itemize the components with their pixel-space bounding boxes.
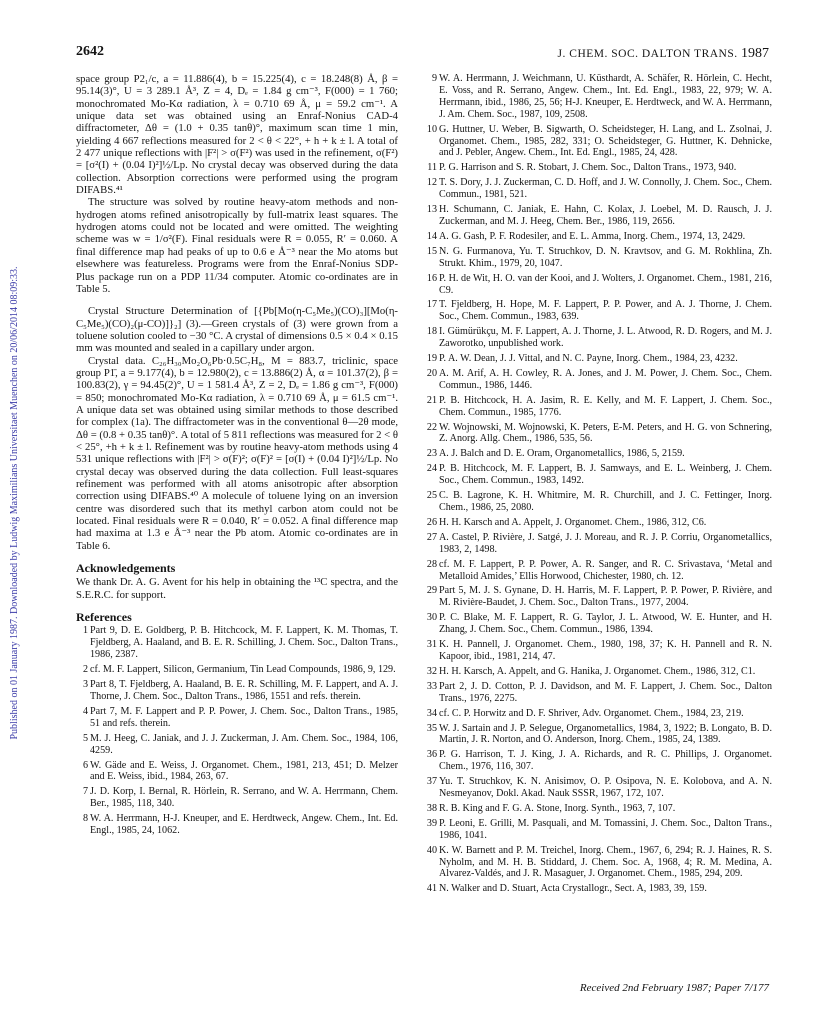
reference-item bbox=[424, 776, 772, 800]
reference-item bbox=[424, 273, 772, 297]
reference-item bbox=[424, 883, 772, 895]
reference-item bbox=[424, 368, 772, 392]
reference-text: A. Castel, P. Rivière, J. Satgé, J. J. Moreau, and R. J. P. Corriu, Organometallics, 1983, 2, 1498. bbox=[439, 531, 772, 555]
reference-item bbox=[424, 124, 772, 160]
references-heading: References bbox=[76, 610, 132, 625]
reference-number: 38 bbox=[426, 802, 437, 814]
reference-text: W. Gäde and E. Weiss, J. Organomet. Chem., 1981, 213, 451; D. Melzer and E. Weiss, ibid., 1984, 263, 67. bbox=[90, 759, 398, 783]
reference-text: W. A. Herrmann, H-J. Kneuper, and E. Herdtweck, Angew. Chem., Int. Ed. Engl., 1985, 24, 1062. bbox=[90, 813, 398, 837]
reference-text: Part 5, M. J. S. Gynane, D. H. Harris, M. F. Lappert, P. P. Power, P. Rivière, and M. Rivière-Baudet, J. Chem. Soc., Dalton Trans., 1977, 2004. bbox=[439, 585, 772, 609]
reference-text: T. Fjeldberg, H. Hope, M. F. Lappert, P. P. Power, and A. J. Thorne, J. Chem. Soc., Chem. Commun., 1983, 639. bbox=[439, 299, 772, 323]
reference-number: 37 bbox=[426, 776, 437, 788]
reference-number: 10 bbox=[426, 123, 437, 135]
reference-number: 15 bbox=[426, 245, 437, 257]
reference-number: 16 bbox=[426, 272, 437, 284]
reference-item bbox=[76, 679, 398, 703]
reference-text: H. H. Karsch and A. Appelt, J. Organomet. Chem., 1986, 312, C6. bbox=[439, 516, 707, 528]
references-list-right bbox=[424, 73, 772, 895]
reference-text: A. M. Arif, A. H. Cowley, R. A. Jones, and J. M. Power, J. Chem. Soc., Chem. Commun., 1986, 1446. bbox=[439, 367, 772, 391]
reference-text: R. B. King and F. G. A. Stone, Inorg. Synth., 1963, 7, 107. bbox=[439, 802, 676, 814]
reference-item bbox=[424, 490, 772, 514]
reference-number: 20 bbox=[426, 367, 437, 379]
reference-text: N. G. Furmanova, Yu. T. Struchkov, D. N. Kravtsov, and G. M. Rokhlina, Zh. Strukt. Khim., 1979, 20, 1047. bbox=[439, 245, 772, 269]
reference-number: 7 bbox=[82, 786, 88, 798]
reference-number: 12 bbox=[426, 177, 437, 189]
reference-item bbox=[76, 813, 398, 837]
reference-item bbox=[424, 723, 772, 747]
reference-text: H. Schumann, C. Janiak, E. Hahn, C. Kolax, J. Loebel, M. D. Rausch, J. J. Zuckerman, and M. J. Heeg, Chem. Ber., 1986, 119, 2656. bbox=[439, 204, 772, 227]
reference-text: N. Walker and D. Stuart, Acta Crystallogr., Sect. A, 1983, 39, 159. bbox=[439, 883, 707, 895]
left-column bbox=[76, 73, 398, 840]
reference-text: C. B. Lagrone, K. H. Whitmire, M. R. Churchill, and J. C. Fettinger, Inorg. Chem., 1986, 25, 2080. bbox=[439, 490, 772, 513]
reference-number: 34 bbox=[426, 707, 437, 719]
reference-item bbox=[424, 395, 772, 419]
reference-number: 9 bbox=[431, 73, 437, 84]
reference-number: 17 bbox=[426, 299, 437, 311]
reference-text: Part 2, J. D. Cotton, P. J. Davidson, and M. F. Lappert, J. Chem. Soc., Dalton Trans., 1976, 2275. bbox=[439, 680, 772, 704]
reference-text: J. D. Korp, I. Bernal, R. Hörlein, R. Serrano, and W. A. Herrmann, Chem. Ber., 1985, 118, 340. bbox=[90, 786, 398, 810]
reference-item bbox=[424, 749, 772, 773]
reference-number: 31 bbox=[426, 639, 437, 651]
reference-item bbox=[76, 760, 398, 784]
reference-item bbox=[424, 177, 772, 201]
reference-text: cf. C. P. Horwitz and D. F. Shriver, Adv. Organomet. Chem., 1984, 23, 219. bbox=[439, 707, 744, 719]
reference-text: cf. M. F. Lappert, P. P. Power, A. R. Sanger, and R. C. Srivastava, ‘Metal and Metalloid Amides,’ Ellis Horwood, Chichester, 1980, ch. 12. bbox=[439, 558, 772, 582]
reference-item bbox=[424, 612, 772, 636]
reference-text: Part 8, T. Fjeldberg, A. Haaland, B. E. R. Schilling, M. F. Lappert, and A. J. Thorne, J. Chem. Soc., Dalton Trans., 1986, 1551 and refs. therein. bbox=[90, 679, 398, 702]
reference-text: P. C. Blake, M. F. Lappert, R. G. Taylor, J. L. Atwood, W. E. Hunter, and H. Zhang, J. Chem. Soc., Chem. Commun., 1986, 1394. bbox=[439, 612, 772, 636]
reference-number: 4 bbox=[82, 705, 88, 717]
reference-item bbox=[424, 818, 772, 842]
references-list-left bbox=[76, 625, 398, 837]
acknowledgements-heading: Acknowledgements bbox=[76, 561, 176, 576]
reference-item bbox=[424, 708, 772, 720]
reference-number: 3 bbox=[82, 679, 88, 691]
reference-item bbox=[424, 246, 772, 270]
reference-number: 36 bbox=[426, 749, 437, 761]
reference-number: 1 bbox=[82, 625, 88, 637]
reference-text: W. A. Herrmann, J. Weichmann, U. Küsthardt, A. Schäfer, R. Hörlein, C. Hecht, E. Voss, and R. Serrano, Angew. Chem., Int. Ed. Engl., 1983, 22, 979; W. A. Herrmann, ibid., 1986, 25, 56; H-J. Kneuper, E. Herdtweck, and W. A. Herrmann, J. Am. Chem. Soc., 1987, 109, 2508. bbox=[439, 73, 772, 120]
reference-item bbox=[424, 299, 772, 323]
right-column bbox=[424, 73, 772, 898]
reference-item bbox=[424, 231, 772, 243]
reference-item bbox=[424, 532, 772, 556]
reference-item bbox=[424, 422, 772, 446]
reference-item bbox=[424, 681, 772, 705]
reference-text: P. Leoni, E. Grilli, M. Pasquali, and M. Tomassini, J. Chem. Soc., Dalton Trans., 1986, 1041. bbox=[439, 817, 772, 841]
reference-text: I. Gümürükçu, M. F. Lappert, A. J. Thorne, J. L. Atwood, R. D. Rogers, and M. J. Zaworotko, unpublished work. bbox=[439, 326, 772, 350]
reference-number: 8 bbox=[82, 813, 88, 825]
reference-number: 23 bbox=[426, 448, 437, 460]
reference-item bbox=[76, 786, 398, 810]
reference-item bbox=[424, 448, 772, 460]
reference-text: P. B. Hitchcock, H. A. Jasim, R. E. Kelly, and M. F. Lappert, J. Chem. Soc., Chem. Commun., 1985, 1776. bbox=[439, 394, 772, 418]
structure-solution-paragraph: The structure was solved by routine heavy-atom methods and non-hydrogen atoms refined anisotropically by full-matrix least squares. The hydrogen atoms could not be located and were omitted. The weighting scheme was w = 1/σ²(F). Final residuals were R = 0.055, R′ = 0.060. A final difference map had peaks of up to 0.6 e Å⁻³ near the Mo atoms but elsewhere was featureless. Programs were from the Enraf-Nonius SDP-Plus package run on a PDP 11/34 computer. Atomic co-ordinates are in Table 5. bbox=[76, 196, 398, 295]
reference-item bbox=[424, 73, 772, 121]
reference-number: 13 bbox=[426, 204, 437, 216]
reference-text: P. H. de Wit, H. O. van der Kooi, and J. Wolters, J. Organomet. Chem., 1981, 216, C9. bbox=[439, 272, 772, 296]
reference-number: 6 bbox=[82, 759, 88, 771]
journal-year: 1987 bbox=[741, 46, 769, 61]
reference-number: 11 bbox=[427, 162, 437, 174]
reference-number: 21 bbox=[426, 394, 437, 406]
reference-text: P. A. W. Dean, J. J. Vittal, and N. C. Payne, Inorg. Chem., 1984, 23, 4232. bbox=[439, 353, 738, 365]
reference-number: 27 bbox=[426, 531, 437, 543]
reference-item bbox=[76, 664, 398, 676]
reference-text: cf. M. F. Lappert, Silicon, Germanium, Tin Lead Compounds, 1986, 9, 129. bbox=[90, 664, 396, 676]
reference-text: W. J. Sartain and J. P. Selegue, Organometallics, 1984, 3, 1922; B. Longato, B. D. Martin, J. R. Norton, and O. Anderson, Inorg. Chem., 1985, 24, 1389. bbox=[439, 722, 772, 746]
received-date: Received 2nd February 1987; Paper 7/177 bbox=[579, 982, 769, 994]
reference-number: 22 bbox=[426, 421, 437, 433]
reference-number: 29 bbox=[426, 585, 437, 597]
reference-number: 28 bbox=[426, 558, 437, 570]
reference-text: A. J. Balch and D. E. Oram, Organometallics, 1986, 5, 2159. bbox=[439, 448, 685, 460]
reference-item bbox=[424, 845, 772, 881]
reference-item bbox=[424, 559, 772, 583]
reference-item bbox=[424, 639, 772, 663]
reference-number: 39 bbox=[426, 817, 437, 829]
reference-number: 18 bbox=[426, 326, 437, 338]
reference-text: K. W. Barnett and P. M. Treichel, Inorg. Chem., 1967, 6, 294; R. J. Haines, R. S. Nyholm, and M. H. B. Stiddard, J. Chem. Soc. A, 1968, 4; R. M. Medina, A. Alvarez-Valdés, and J. R. Masaguer, J. Organomet. Chem., 1985, 294, 209. bbox=[439, 844, 772, 880]
reference-text: W. Wojnowski, M. Wojnowski, K. Peters, E-M. Peters, and H. G. von Schnering, Z. Anorg. Allg. Chem., 1986, 535, 56. bbox=[439, 421, 772, 445]
reference-text: G. Huttner, U. Weber, B. Sigwarth, O. Scheidsteger, H. Lang, and L. Zsolnai, J. Organomet. Chem., 1985, 282, 331; O. Scheidsteger, G. Huttner, K. Dehnicke, and J. Pebler, Angew. Chem., Int. Ed. Engl., 1985, 24, 428. bbox=[439, 123, 772, 159]
reference-number: 25 bbox=[426, 490, 437, 502]
reference-text: A. G. Gash, P. F. Rodesiler, and E. L. Amma, Inorg. Chem., 1974, 13, 2429. bbox=[439, 230, 746, 242]
reference-number: 2 bbox=[82, 664, 88, 676]
reference-number: 35 bbox=[426, 722, 437, 734]
reference-text: P. B. Hitchcock, M. F. Lappert, B. J. Samways, and E. L. Weinberg, J. Chem. Soc., Chem. Commun., 1983, 1492. bbox=[439, 463, 772, 487]
reference-number: 33 bbox=[426, 680, 437, 692]
reference-item bbox=[76, 706, 398, 730]
running-header bbox=[558, 46, 769, 62]
reference-item bbox=[424, 517, 772, 529]
reference-number: 14 bbox=[426, 230, 437, 242]
acknowledgements-text: We thank Dr. A. G. Avent for his help in obtaining the ¹³C spectra, and the S.E.R.C. for support. bbox=[76, 576, 398, 601]
reference-text: T. S. Dory, J. J. Zuckerman, C. D. Hoff, and J. W. Connolly, J. Chem. Soc., Chem. Commun., 1981, 521. bbox=[439, 177, 772, 201]
reference-item bbox=[424, 204, 772, 228]
reference-item bbox=[424, 585, 772, 609]
reference-number: 32 bbox=[426, 665, 437, 677]
journal-name: J. CHEM. SOC. DALTON TRANS. bbox=[557, 48, 738, 60]
reference-number: 30 bbox=[426, 612, 437, 624]
download-watermark: Published on 01 January 1987. Downloaded by Ludwig Maximilians Universitaet Muenchen on 20/06/2014 08:09:33. bbox=[9, 266, 20, 740]
reference-number: 40 bbox=[426, 844, 437, 856]
reference-text: P. G. Harrison, T. J. King, J. A. Richards, and R. C. Phillips, J. Organomet. Chem., 1976, 116, 307. bbox=[439, 749, 772, 773]
reference-text: K. H. Pannell, J. Organomet. Chem., 1980, 198, 37; K. H. Pannell and R. N. Kapoor, ibid., 1981, 214, 47. bbox=[439, 639, 772, 662]
reference-number: 41 bbox=[426, 883, 437, 895]
reference-item bbox=[424, 666, 772, 678]
reference-text: P. G. Harrison and S. R. Stobart, J. Chem. Soc., Dalton Trans., 1973, 940. bbox=[439, 162, 737, 174]
reference-item bbox=[424, 803, 772, 815]
reference-item bbox=[424, 326, 772, 350]
reference-item bbox=[424, 162, 772, 174]
crystal-data-3-paragraph: Crystal data. C₂₆H₃₀Mo₂O₆Pb·0.5C₇H₈, M = 883.7, triclinic, space group P1̄, a = 9.177(4), b = 12.980(2), c = 13.886(2) Å, α = 101.37(2), β = 100.83(2), γ = 94.45(2)°, U = 1 581.4 Å³, Z = 2, Dₑ = 1.86 g cm⁻³, F(000) = 850; monochromated Mo-Kα radiation, λ = 0.710 69 Å, μ = 61.5 cm⁻¹. A unique data set was obtained using similar methods to those described for complex (1a). The diffractometer was in the conventional θ—2θ mode, Δθ = (0.8 + 0.35 tanθ)°. A total of 5 811 reflections was measured for 2 < θ < 25°, +h + k ± l. Refinement was by routine heavy-atom methods using 4 531 unique reflections with |F²| > σ(F)²; σ(F)² = [σ(I) + (0.04 I)²]½/Lp. No crystal decay was observed during the data collection. Full least-squares refinement was performed with all atoms anisotropic after absorption correction using DIFABS.⁴⁰ A molecule of toluene lying on an inversion centre was disordered such that its methyl carbon atom could not be located. Final residuals were R = 0.040, R′ = 0.052. A final difference map had maxima at 1.3 e Å⁻³ near the Pb atom. Atomic co-ordinates are in Table 6. bbox=[76, 354, 398, 552]
reference-text: Yu. T. Struchkov, K. N. Anisimov, O. P. Osipova, N. E. Kolobova, and A. N. Nesmeyanov, Dokl. Akad. Nauk SSSR, 1967, 172, 107. bbox=[439, 776, 772, 800]
reference-item bbox=[424, 463, 772, 487]
reference-item bbox=[76, 733, 398, 757]
reference-text: H. H. Karsch, A. Appelt, and G. Hanika, J. Organomet. Chem., 1986, 312, C1. bbox=[439, 665, 756, 677]
reference-number: 26 bbox=[426, 516, 437, 528]
page-number: 2642 bbox=[76, 44, 104, 59]
reference-item bbox=[76, 625, 398, 661]
reference-text: M. J. Heeg, C. Janiak, and J. J. Zuckerman, J. Am. Chem. Soc., 1984, 106, 4259. bbox=[90, 732, 398, 756]
crystal-data-paragraph: space group P2₁/c, a = 11.886(4), b = 15.225(4), c = 18.248(8) Å, β = 95.14(3)°, U = 3 289.1 Å³, Z = 4, Dₑ = 1.84 g cm⁻³, F(000) = 1 760; monochromated Mo-Kα radiation, λ = 0.710 69 Å, μ = 59.2 cm⁻¹. A unique data set was obtained using an Enraf-Nonius CAD-4 diffractometer, Δθ = (1.0 + 0.35 tanθ)°, maximum scan time 1 min, yielding 4 667 reflections measured for 2 < θ < 22°, + h + k ± l. A total of 2 477 unique reflections with |F²| > σ(F²) was used in the refinement, σ(F²) = [σ²(I) + (0.04 I)²]½/Lp. No crystal decay was observed during the data collection. Absorption corrections were performed using the program DIFABS.⁴¹ bbox=[76, 73, 398, 197]
reference-text: Part 7, M. F. Lappert and P. P. Power, J. Chem. Soc., Dalton Trans., 1985, 51 and refs. therein. bbox=[90, 705, 398, 729]
reference-number: 5 bbox=[82, 732, 88, 744]
reference-number: 24 bbox=[426, 463, 437, 475]
reference-text: Part 9, D. E. Goldberg, P. B. Hitchcock, M. F. Lappert, K. M. Thomas, T. Fjeldberg, A. Haaland, and B. E. R. Schilling, J. Chem. Soc., Dalton Trans., 1986, 2387. bbox=[90, 625, 398, 661]
reference-item bbox=[424, 353, 772, 365]
reference-number: 19 bbox=[426, 353, 437, 365]
crystal-structure-determination-paragraph: Crystal Structure Determination of [{Pb[Mo(η-C₅Me₅)(CO)₃][Mo(η-C₅Me₅)(CO)₂(μ-CO)]}₂] (3).—Green crystals of (3) were grown from a toluene solution cooled to −30 °C. A crystal of dimensions 0.5 × 0.4 × 0.15 mm was mounted and sealed in a capillary under argon. bbox=[76, 305, 398, 355]
